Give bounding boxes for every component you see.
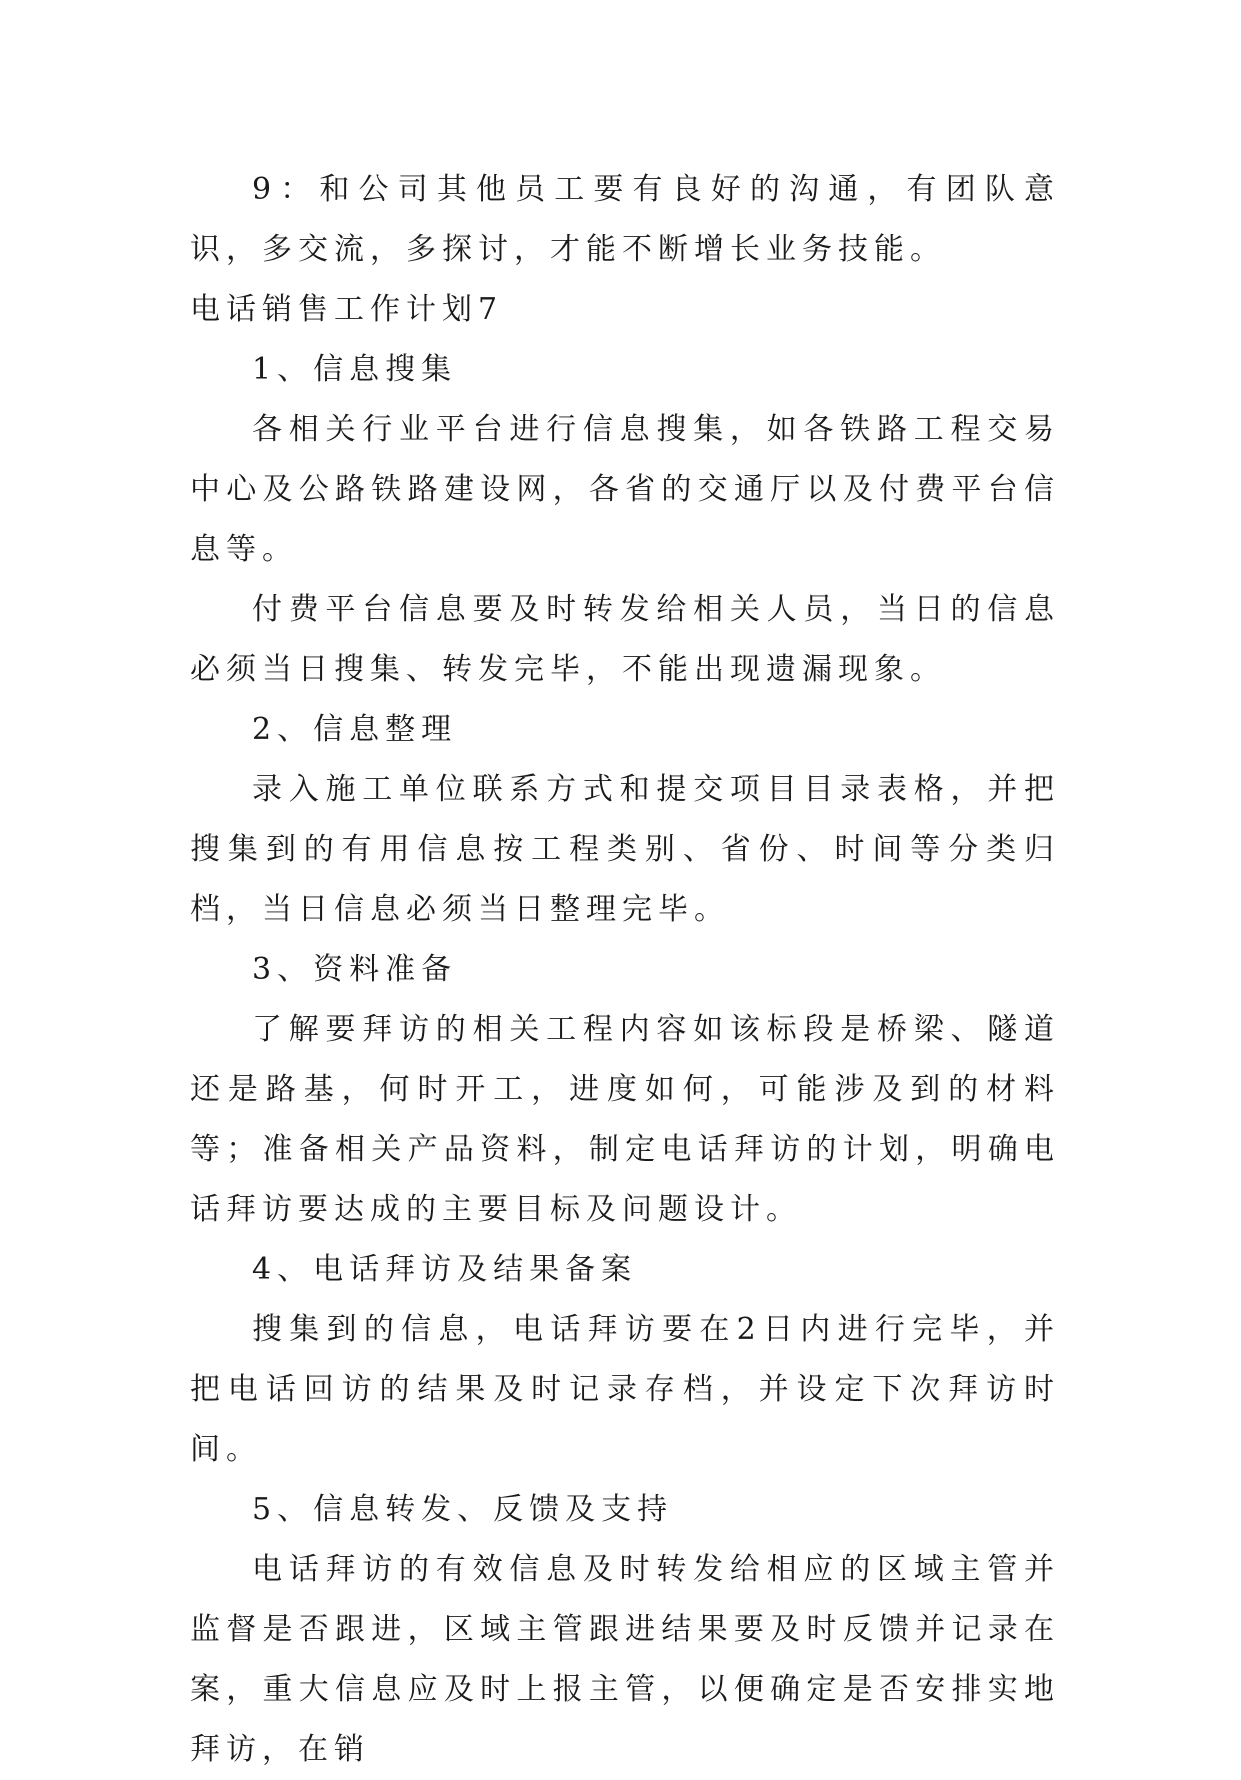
paragraph-info-collection-1: 各相关行业平台进行信息搜集，如各铁路工程交易中心及公路铁路建设网，各省的交通厅以及付费平台信息等。 bbox=[190, 412, 1060, 567]
paragraph-info-collection-2: 付费平台信息要及时转发给相关人员，当日的信息必须当日搜集、转发完毕，不能出现遗漏现象。 bbox=[190, 592, 1060, 687]
paragraph-info-forwarding: 电话拜访的有效信息及时转发给相应的区域主管并监督是否跟进，区域主管跟进结果要及时反馈并记录在案，重大信息应及时上报主管，以便确定是否安排实地拜访，在销 bbox=[190, 1552, 1060, 1767]
document-body bbox=[190, 160, 1060, 1780]
paragraph-info-organizing: 录入施工单位联系方式和提交项目目录表格，并把搜集到的有用信息按工程类别、省份、时间等分类归档，当日信息必须当日整理完毕。 bbox=[190, 772, 1060, 927]
subheading-info-forwarding: 5、信息转发、反馈及支持 bbox=[252, 1492, 674, 1527]
section-heading: 电话销售工作计划7 bbox=[190, 292, 504, 327]
subheading-info-organizing: 2、信息整理 bbox=[252, 712, 458, 747]
subheading-material-prep: 3、资料准备 bbox=[252, 952, 458, 987]
paragraph-material-prep: 了解要拜访的相关工程内容如该标段是桥梁、隧道还是路基，何时开工，进度如何，可能涉及到的材料等；准备相关产品资料，制定电话拜访的计划，明确电话拜访要达成的主要目标及问题设计。 bbox=[190, 1012, 1060, 1227]
subheading-phone-visit: 4、电话拜访及结果备案 bbox=[252, 1252, 638, 1287]
subheading-info-collection: 1、信息搜集 bbox=[252, 352, 458, 387]
paragraph-phone-visit: 搜集到的信息，电话拜访要在2日内进行完毕，并把电话回访的结果及时记录存档，并设定下次拜访时间。 bbox=[190, 1312, 1060, 1467]
paragraph-item-9-closing: 9：和公司其他员工要有良好的沟通，有团队意识，多交流，多探讨，才能不断增长业务技能。 bbox=[190, 172, 1060, 267]
